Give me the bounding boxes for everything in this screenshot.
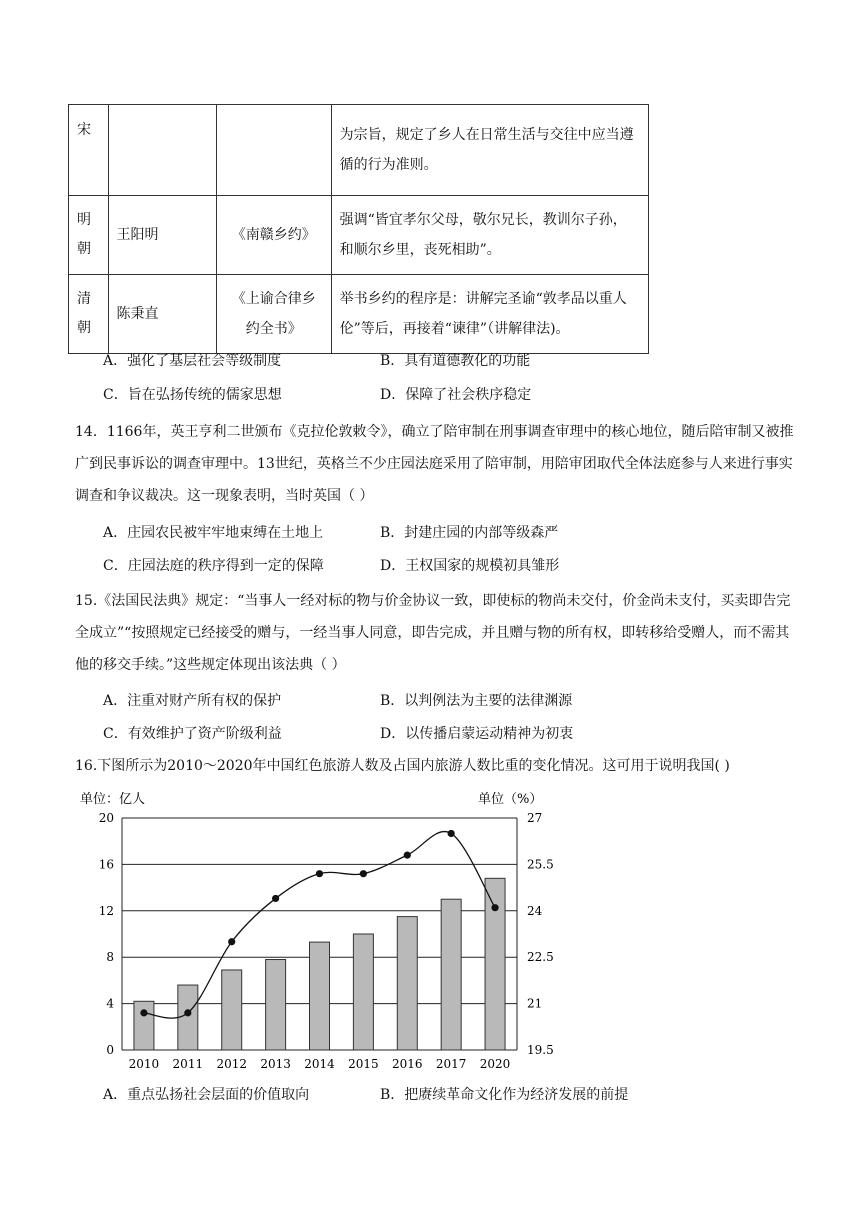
q14-option-c: C．庄园法庭的秩序得到一定的保障 [103, 558, 324, 574]
y-tick-left: 8 [106, 950, 114, 965]
share-point [140, 1009, 147, 1016]
share-point [316, 870, 323, 877]
y-tick-right: 24 [527, 903, 543, 918]
q16-option-a: A．重点弘扬社会层面的价值取向 [103, 1087, 310, 1103]
q14-option-d: D．王权国家的规模初具雏形 [380, 558, 560, 574]
q15-stem: 15.《法国民法典》规定：“当事人一经对标的物与价金协议一致，即使标的物尚未交付，价金尚未支付，买卖即告完全成立”“按照规定已经接受的赠与，一经当事人同意，即告完成，并且赠与物的所有权，即转移给受赠人，而不需其他的移交手续。”这些规定体现出该法典（ ） [75, 593, 791, 673]
left-unit-label: 单位：亿人 [80, 792, 146, 807]
q13-option-c: C．旨在弘扬传统的儒家思想 [103, 387, 282, 403]
table-row [69, 105, 649, 196]
y-tick-left: 0 [106, 1043, 114, 1057]
book-cell: 《上谕合律乡约全书》 [217, 275, 332, 354]
y-tick-right: 19.5 [527, 1043, 554, 1057]
x-tick: 2013 [260, 1057, 291, 1071]
xiangyue-table [68, 104, 649, 354]
bar [178, 985, 198, 1050]
author-cell: 陈秉直 [108, 275, 216, 354]
share-point [360, 870, 367, 877]
bar [397, 917, 417, 1050]
right-unit-label: 单位（%） [478, 792, 543, 807]
x-tick: 2015 [348, 1057, 379, 1071]
x-tick: 2020 [479, 1057, 511, 1071]
x-tick: 2010 [128, 1057, 160, 1071]
x-tick: 2014 [304, 1057, 335, 1071]
y-tick-right: 25.5 [527, 857, 554, 872]
bar [266, 960, 286, 1050]
y-tick-right: 22.5 [527, 950, 554, 965]
share-point [228, 938, 235, 945]
bar [353, 934, 373, 1050]
dynasty-cell: 明朝 [69, 196, 109, 275]
y-tick-left: 4 [106, 996, 114, 1011]
bar [222, 970, 242, 1050]
dynasty-cell: 清朝 [69, 275, 109, 354]
share-point [184, 1009, 191, 1016]
content-cell: 强调“皆宜孝尔父母，敬尔兄长，教训尔子孙，和顺尔乡里，丧死相助”。 [331, 196, 648, 275]
table-row [69, 196, 649, 275]
bar [441, 899, 461, 1050]
q15-option-b: B．以判例法为主要的法律渊源 [380, 693, 573, 709]
dynasty-cell: 宋 [69, 105, 109, 196]
bar [134, 1001, 154, 1050]
bar [485, 878, 505, 1050]
q14-option-a: A．庄园农民被牢牢地束缚在土地上 [103, 525, 324, 541]
x-tick: 2012 [216, 1057, 247, 1071]
share-point [491, 904, 498, 911]
y-tick-left: 16 [98, 857, 114, 872]
q15-option-d: D．以传播启蒙运动精神为初衷 [380, 726, 574, 742]
bar [310, 942, 330, 1050]
x-tick: 2011 [172, 1057, 204, 1071]
q13-option-b: B．具有道德教化的功能 [380, 353, 531, 369]
q13-option-d: D．保障了社会秩序稳定 [380, 387, 532, 403]
content-cell: 为宗旨，规定了乡人在日常生活与交往中应当遵循的行为准则。 [331, 105, 648, 196]
y-tick-left: 20 [98, 811, 114, 825]
y-tick-right: 21 [527, 996, 543, 1011]
q15-option-a: A．注重对财产所有权的保护 [103, 693, 282, 709]
author-cell [108, 105, 216, 196]
q13-option-a: A．强化了基层社会等级制度 [103, 353, 282, 369]
red-tourism-chart [0, 785, 860, 1075]
book-cell: 《南赣乡约》 [217, 196, 332, 275]
share-point [448, 830, 455, 837]
q15-option-c: C．有效维护了资产阶级利益 [103, 726, 282, 742]
q14-option-b: B．封建庄园的内部等级森严 [380, 525, 559, 541]
share-point [272, 895, 279, 902]
share-point [404, 852, 411, 859]
x-tick: 2017 [435, 1057, 467, 1071]
y-tick-right: 27 [527, 811, 543, 825]
y-tick-left: 12 [98, 903, 114, 918]
book-cell [217, 105, 332, 196]
q16-stem: 16.下图所示为2010～2020年中国红色旅游人数及占国内旅游人数比重的变化情况。这可用于说明我国( ) [75, 758, 730, 774]
q16-option-b: B．把赓续革命文化作为经济发展的前提 [380, 1087, 629, 1103]
q14-stem: 14．1166年，英王亨利二世颁布《克拉伦敦敕令》，确立了陪审制在刑事调查审理中的核心地位，随后陪审制又被推广到民事诉讼的调查审理中。13世纪，英格兰不少庄园法庭采用了陪审制，用陪审团取代全体法庭参与人来进行事实调查和争议裁决。这一现象表明，当时英国（ ） [75, 424, 794, 504]
x-tick: 2016 [392, 1057, 423, 1071]
table-row [69, 275, 649, 354]
author-cell: 王阳明 [108, 196, 216, 275]
content-cell: 举书乡约的程序是：讲解完圣谕“敦孝品以重人伦”等后，再接着“谏律”（讲解律法)。 [331, 275, 648, 354]
